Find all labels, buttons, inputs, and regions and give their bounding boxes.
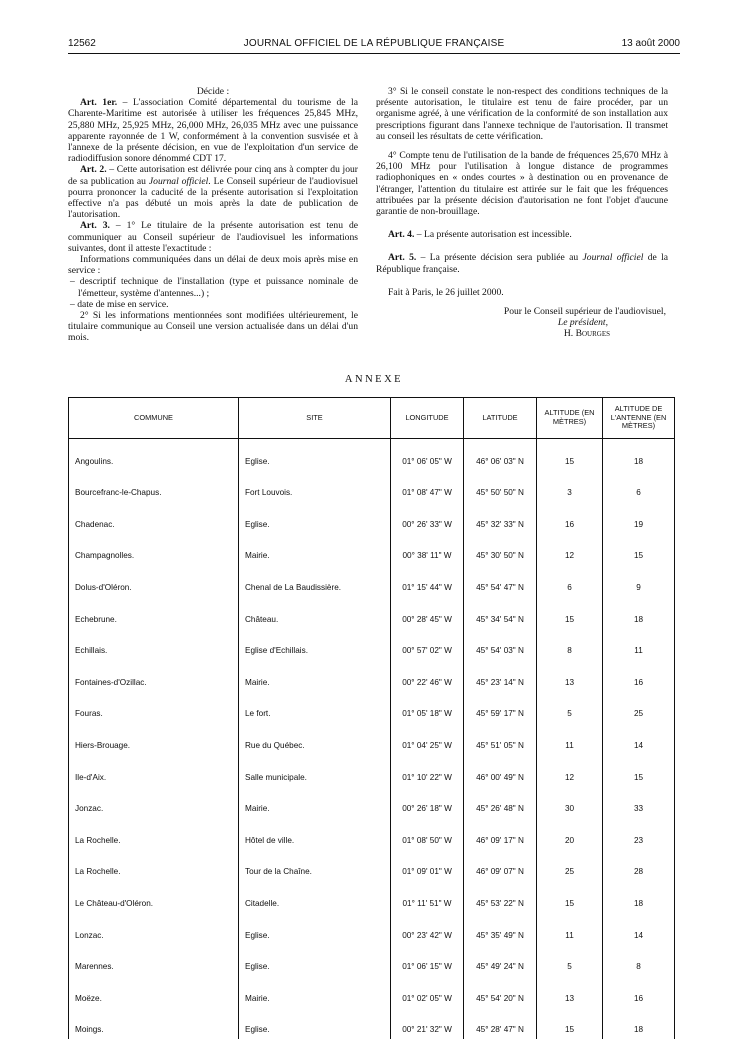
article-5-text-b: de la République française.: [376, 252, 668, 274]
altitude-cell: 20: [537, 818, 603, 850]
decide-heading: Décide :: [68, 86, 358, 97]
altitude-cell: 15: [537, 439, 603, 471]
site-cell: Fort Louvois.: [239, 471, 391, 503]
article-2-label: Art. 2.: [80, 164, 107, 175]
commune-cell: Fouras.: [69, 692, 239, 724]
altitude-cell: 8: [537, 629, 603, 661]
site-cell: Eglise.: [239, 502, 391, 534]
table-row: [69, 471, 675, 503]
information-text: Informations communiquées dans un délai de deux mois après mise en service :: [68, 254, 358, 276]
site-cell: Mairie.: [239, 976, 391, 1008]
antenna-altitude-cell: 9: [603, 565, 675, 597]
latitude-cell: 46° 09' 07" N: [464, 850, 537, 882]
longitude-cell: 01° 10' 22" W: [391, 755, 464, 787]
commune-cell: Moings.: [69, 1008, 239, 1039]
latitude-cell: 45° 54' 03" N: [464, 629, 537, 661]
table-row: [69, 881, 675, 913]
longitude-cell: 00° 57' 02" W: [391, 629, 464, 661]
antenna-altitude-cell: 16: [603, 976, 675, 1008]
table-row: [69, 502, 675, 534]
longitude-cell: 01° 05' 18" W: [391, 692, 464, 724]
column-header: LATITUDE: [464, 398, 537, 439]
commune-cell: Lonzac.: [69, 913, 239, 945]
table-row: [69, 913, 675, 945]
left-column: [68, 86, 358, 344]
table-row: [69, 1008, 675, 1039]
longitude-cell: 01° 06' 05" W: [391, 439, 464, 471]
longitude-cell: 01° 04' 25" W: [391, 723, 464, 755]
article-5-italic: Journal officiel: [583, 252, 644, 263]
antenna-altitude-cell: 15: [603, 534, 675, 566]
commune-cell: Chadenac.: [69, 502, 239, 534]
altitude-cell: 30: [537, 787, 603, 819]
longitude-cell: 01° 09' 01" W: [391, 850, 464, 882]
list-item-date: – date de mise en service.: [68, 299, 358, 310]
article-2-italic: Journal officiel: [149, 176, 208, 187]
list-item-technical: – descriptif technique de l'installation (type et puissance nominale de l'émetteur, système d'antennes...) ;: [68, 276, 358, 298]
commune-cell: Le Château-d'Oléron.: [69, 881, 239, 913]
site-cell: Château.: [239, 597, 391, 629]
latitude-cell: 45° 34' 54" N: [464, 597, 537, 629]
article-3: [68, 220, 358, 254]
latitude-cell: 46° 06' 03" N: [464, 439, 537, 471]
antenna-altitude-cell: 28: [603, 850, 675, 882]
issue-date: 13 août 2000: [622, 38, 680, 49]
antenna-altitude-cell: 6: [603, 471, 675, 503]
article-1-label: Art. 1er.: [80, 97, 117, 108]
longitude-cell: 01° 06' 15" W: [391, 945, 464, 977]
altitude-cell: 3: [537, 471, 603, 503]
antenna-altitude-cell: 18: [603, 597, 675, 629]
latitude-cell: 45° 54' 20" N: [464, 976, 537, 1008]
antenna-altitude-cell: 18: [603, 1008, 675, 1039]
article-5-label: Art. 5.: [388, 252, 416, 263]
header-rule: [68, 53, 680, 54]
latitude-cell: 45° 30' 50" N: [464, 534, 537, 566]
longitude-cell: 01° 08' 47" W: [391, 471, 464, 503]
table-row: [69, 439, 675, 471]
column-header: SITE: [239, 398, 391, 439]
latitude-cell: 45° 32' 33" N: [464, 502, 537, 534]
signature-title: Le président,: [558, 317, 608, 328]
site-cell: Eglise d'Echillais.: [239, 629, 391, 661]
article-2-text-b: . Le Conseil supérieur de l'audiovisuel pourra prononcer la caducité de la présente autorisation si l'exploitation effective n'a pas débuté un mois après la date de publication de l'autorisation.: [68, 176, 358, 221]
longitude-cell: 01° 15' 44" W: [391, 565, 464, 597]
altitude-cell: 12: [537, 534, 603, 566]
latitude-cell: 45° 26' 48" N: [464, 787, 537, 819]
antenna-altitude-cell: 11: [603, 629, 675, 661]
annex-title: ANNEXE: [0, 374, 748, 385]
table-row: [69, 660, 675, 692]
latitude-cell: 46° 09' 17" N: [464, 818, 537, 850]
article-2-text-a: – Cette autorisation est délivrée pour cinq ans à compter du jour de sa publication au: [68, 164, 358, 186]
table-row: [69, 976, 675, 1008]
antenna-altitude-cell: 14: [603, 913, 675, 945]
commune-cell: Ile-d'Aix.: [69, 755, 239, 787]
antenna-altitude-cell: 25: [603, 692, 675, 724]
page-number: 12562: [68, 38, 96, 49]
signature-line-3: H. Bourges: [376, 328, 668, 339]
table-row: [69, 692, 675, 724]
longitude-cell: 00° 28' 45" W: [391, 597, 464, 629]
column-header: ALTITUDE DE L'ANTENNE (EN MÈTRES): [603, 398, 675, 439]
table-row: [69, 787, 675, 819]
longitude-cell: 01° 11' 51" W: [391, 881, 464, 913]
latitude-cell: 45° 49' 24" N: [464, 945, 537, 977]
altitude-cell: 13: [537, 660, 603, 692]
altitude-cell: 6: [537, 565, 603, 597]
article-5-text-a: – La présente décision sera publiée au: [416, 252, 582, 263]
commune-cell: Hiers-Brouage.: [69, 723, 239, 755]
table-row: [69, 945, 675, 977]
table-row: [69, 723, 675, 755]
commune-cell: Angoulins.: [69, 439, 239, 471]
altitude-cell: 11: [537, 723, 603, 755]
table-row: [69, 755, 675, 787]
table-row: [69, 818, 675, 850]
site-cell: Mairie.: [239, 534, 391, 566]
site-cell: Hôtel de ville.: [239, 818, 391, 850]
site-cell: Mairie.: [239, 787, 391, 819]
antenna-altitude-cell: 18: [603, 439, 675, 471]
site-cell: Le fort.: [239, 692, 391, 724]
table-row: [69, 850, 675, 882]
latitude-cell: 45° 50' 50" N: [464, 471, 537, 503]
article-1: [68, 97, 358, 164]
site-cell: Eglise.: [239, 1008, 391, 1039]
site-cell: Salle municipale.: [239, 755, 391, 787]
site-cell: Eglise.: [239, 439, 391, 471]
article-4-text: – La présente autorisation est incessible.: [414, 229, 571, 240]
latitude-cell: 45° 54' 47" N: [464, 565, 537, 597]
commune-cell: Echillais.: [69, 629, 239, 661]
site-cell: Rue du Québec.: [239, 723, 391, 755]
article-1-text: – L'association Comité départemental du tourisme de la Charente-Maritime est autorisée à utiliser les fréquences 25,845 MHz, 25,880 MHz, 25,925 MHz, 26,000 MHz, 26,035 MHz avec une puissance apparente rayonnée de 1 W, conformément à la convention susvisée et à l'annexe de la présente décision, en vue de l'exploitation d'un service de radiodiffusion sonore dénommé CDT 17.: [68, 97, 358, 164]
latitude-cell: 45° 51' 05" N: [464, 723, 537, 755]
table-row: [69, 629, 675, 661]
annex-header-row: [69, 398, 675, 439]
column-header: LONGITUDE: [391, 398, 464, 439]
antenna-altitude-cell: 8: [603, 945, 675, 977]
antenna-altitude-cell: 16: [603, 660, 675, 692]
column-header: COMMUNE: [69, 398, 239, 439]
signature-line-2: [376, 317, 668, 328]
table-row: [69, 565, 675, 597]
latitude-cell: 45° 53' 22" N: [464, 881, 537, 913]
latitude-cell: 46° 00' 49" N: [464, 755, 537, 787]
antenna-altitude-cell: 33: [603, 787, 675, 819]
commune-cell: Fontaines-d'Ozillac.: [69, 660, 239, 692]
article-4: [376, 229, 668, 240]
commune-cell: Dolus-d'Oléron.: [69, 565, 239, 597]
longitude-cell: 01° 02' 05" W: [391, 976, 464, 1008]
altitude-cell: 13: [537, 976, 603, 1008]
article-4-label: Art. 4.: [388, 229, 414, 240]
antenna-altitude-cell: 14: [603, 723, 675, 755]
table-row: [69, 534, 675, 566]
point-4: 4° Compte tenu de l'utilisation de la bande de fréquences 25,670 MHz à 26,100 MHz pour l'utilisation à longue distance de programmes radiophoniques en « ondes courtes » à destination ou en provenance de l'étranger, l'attention du titulaire est attirée sur le fait que les fréquences attribuées par la présente décision d'autorisation ne font l'objet d'aucune garantie de non-brouillage.: [376, 150, 668, 217]
journal-title: JOURNAL OFFICIEL DE LA RÉPUBLIQUE FRANÇAISE: [68, 38, 680, 49]
site-cell: Tour de la Chaîne.: [239, 850, 391, 882]
signature-line-1: Pour le Conseil supérieur de l'audiovisuel,: [376, 306, 668, 317]
altitude-cell: 16: [537, 502, 603, 534]
latitude-cell: 45° 23' 14" N: [464, 660, 537, 692]
article-3-text: – 1° Le titulaire de la présente autorisation est tenu de communiquer au Conseil supérieur de l'audiovisuel les informations suivantes, dont il atteste l'exactitude :: [68, 220, 358, 253]
altitude-cell: 15: [537, 1008, 603, 1039]
site-cell: Eglise.: [239, 913, 391, 945]
commune-cell: Moëze.: [69, 976, 239, 1008]
point-2: 2° Si les informations mentionnées sont modifiées ultérieurement, le titulaire communique au Conseil une version actualisée dans un délai d'un mois.: [68, 310, 358, 344]
commune-cell: La Rochelle.: [69, 850, 239, 882]
longitude-cell: 00° 22' 46" W: [391, 660, 464, 692]
latitude-cell: 45° 35' 49" N: [464, 913, 537, 945]
altitude-cell: 12: [537, 755, 603, 787]
fait-a-paris: Fait à Paris, le 26 juillet 2000.: [376, 287, 668, 298]
article-2: [68, 164, 358, 220]
site-cell: Citadelle.: [239, 881, 391, 913]
longitude-cell: 00° 26' 18" W: [391, 787, 464, 819]
antenna-altitude-cell: 23: [603, 818, 675, 850]
altitude-cell: 15: [537, 597, 603, 629]
page-header: [68, 38, 680, 54]
annex-table: [68, 397, 675, 1039]
longitude-cell: 00° 26' 33" W: [391, 502, 464, 534]
longitude-cell: 00° 38' 11" W: [391, 534, 464, 566]
article-5: [376, 252, 668, 274]
article-3-label: Art. 3.: [80, 220, 110, 231]
commune-cell: Bourcefranc-le-Chapus.: [69, 471, 239, 503]
longitude-cell: 00° 23' 42" W: [391, 913, 464, 945]
commune-cell: La Rochelle.: [69, 818, 239, 850]
antenna-altitude-cell: 15: [603, 755, 675, 787]
altitude-cell: 25: [537, 850, 603, 882]
altitude-cell: 11: [537, 913, 603, 945]
right-column: [376, 86, 668, 340]
latitude-cell: 45° 59' 17" N: [464, 692, 537, 724]
antenna-altitude-cell: 18: [603, 881, 675, 913]
altitude-cell: 15: [537, 881, 603, 913]
commune-cell: Echebrune.: [69, 597, 239, 629]
altitude-cell: 5: [537, 692, 603, 724]
point-3: 3° Si le conseil constate le non-respect des conditions techniques de la présente autorisation, le titulaire est tenu de faire procéder, par un organisme agréé, à une vérification de la conformité de son installation aux prescriptions figurant dans l'annexe technique de l'autorisation. Il transmet au conseil les résultats de cette vérification.: [376, 86, 668, 142]
table-row: [69, 597, 675, 629]
latitude-cell: 45° 28' 47" N: [464, 1008, 537, 1039]
commune-cell: Champagnolles.: [69, 534, 239, 566]
commune-cell: Jonzac.: [69, 787, 239, 819]
annex-table-body: [69, 439, 675, 1039]
site-cell: Eglise.: [239, 945, 391, 977]
longitude-cell: 00° 21' 32" W: [391, 1008, 464, 1039]
altitude-cell: 5: [537, 945, 603, 977]
antenna-altitude-cell: 19: [603, 502, 675, 534]
column-header: ALTITUDE (EN MÈTRES): [537, 398, 603, 439]
site-cell: Mairie.: [239, 660, 391, 692]
commune-cell: Marennes.: [69, 945, 239, 977]
site-cell: Chenal de La Baudissière.: [239, 565, 391, 597]
longitude-cell: 01° 08' 50" W: [391, 818, 464, 850]
